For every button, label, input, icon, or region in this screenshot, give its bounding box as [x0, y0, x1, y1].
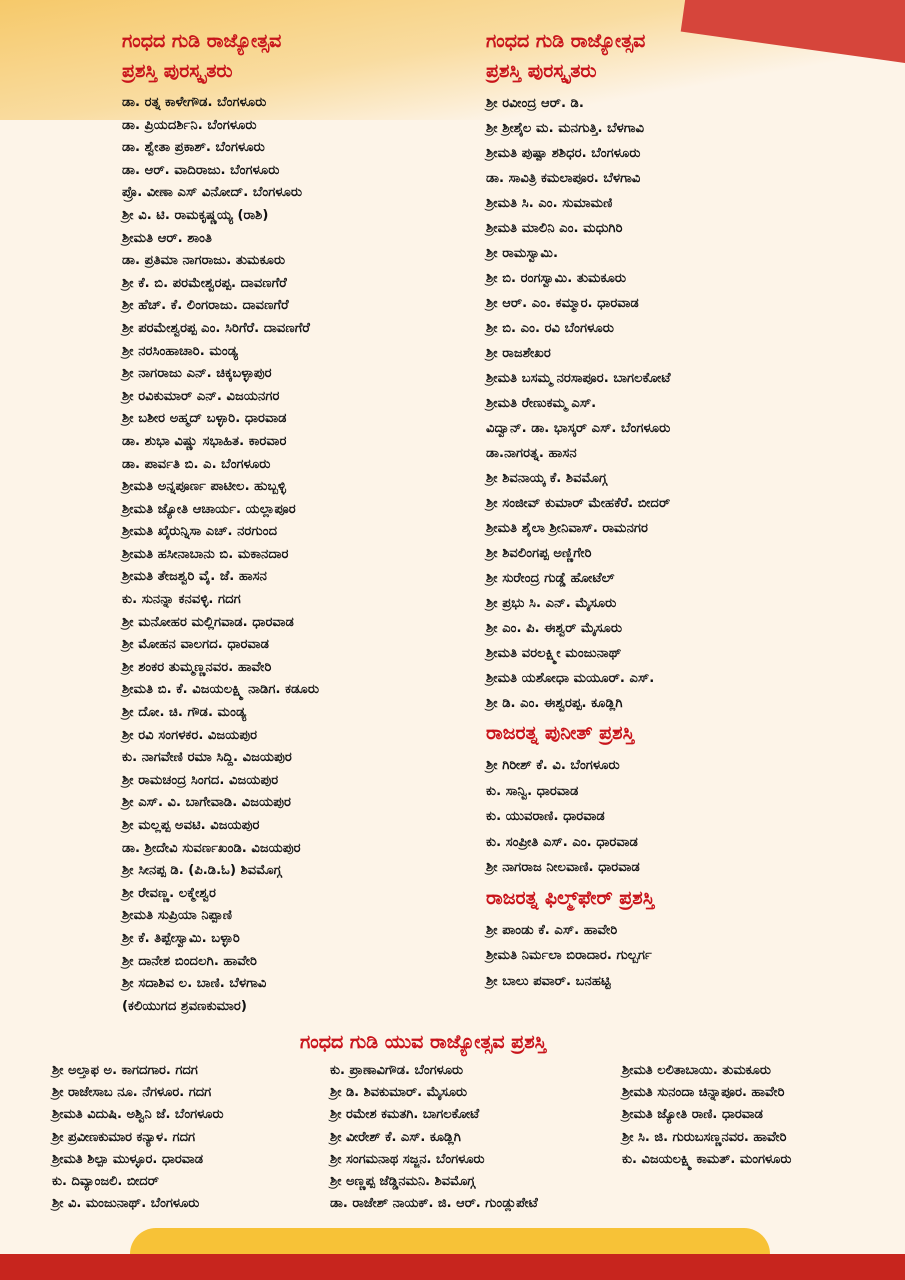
list-item: ಶ್ರೀ ಮೋಹನ ವಾಲಗದ. ಧಾರವಾಡ [122, 637, 270, 653]
list-item: ಶ್ರೀ ಸೀನಪ್ಪ ಡಿ. (ಪಿ.ಡಿ.ಓ) ಶಿವಮೊಗ್ಗ [122, 863, 282, 879]
list-item: ಶ್ರೀ ಸುರೇಂದ್ರ ಗುಡ್ಡೆ ಹೋಟೆಲ್ [486, 571, 615, 586]
youth-award-heading: ಗಂಧದ ಗುಡಿ ಯುವ ರಾಜ್ಯೋತ್ಸವ ಪ್ರಶಸ್ತಿ [300, 1031, 547, 1053]
list-item: ಶ್ರೀ ವೀರೇಶ್ ಕೆ. ಎಸ್. ಕೂಡ್ಲಿಗಿ [330, 1129, 461, 1145]
list-item: ಶ್ರೀ ದಾನೇಶ ಬಿಂದಲಗಿ. ಹಾವೇರಿ [122, 953, 257, 969]
list-item: ಶ್ರೀ ರವೀಂದ್ರ ಆರ್. ಡಿ. [486, 96, 584, 111]
list-item: ಶ್ರೀ ರಾಮಚಂದ್ರ ಸಿಂಗದ. ವಿಜಯಪುರ [122, 772, 279, 788]
list-item: ಶ್ರೀ ಮನೋಹರ ಮಲ್ಲಿಗವಾಡ. ಧಾರವಾಡ [122, 614, 294, 630]
list-item: (ಕಲಿಯುಗದ ಶ್ರವಣಕುಮಾರ) [122, 998, 247, 1014]
list-item: ಡಾ. ಶುಭಾ ವಿಷ್ಣು ಸಭಾಹಿತ. ಕಾರವಾರ [122, 433, 287, 449]
list-item: ಶ್ರೀಮತಿ ಬಿ. ಕೆ. ವಿಜಯಲಕ್ಷ್ಮಿ ನಾಡಿಗ. ಕಡೂರು [122, 682, 320, 698]
left-heading-line1: ಗಂಧದ ಗುಡಿ ರಾಜ್ಯೋತ್ಸವ [122, 30, 282, 52]
right-names-list [486, 91, 816, 716]
list-item: ಡಾ. ಪ್ರಿಯದರ್ಶಿನಿ. ಬೆಂಗಳೂರು [122, 117, 257, 133]
list-item: ಶ್ರೀಮತಿ ತೇಜಶ್ವರಿ ವೈ. ಜೆ. ಹಾಸನ [122, 569, 267, 585]
list-item: ಡಾ. ಶ್ರೀದೇವಿ ಸುವರ್ಣಖಂಡಿ. ವಿಜಯಪುರ [122, 840, 301, 856]
list-item: ವಿದ್ವಾನ್. ಡಾ. ಭಾಸ್ಕರ್ ಎಸ್. ಬೆಂಗಳೂರು [486, 421, 671, 436]
list-item: ಶ್ರೀಮತಿ ವರಲಕ್ಷ್ಮೀ ಮಂಜುನಾಥ್ [486, 646, 622, 661]
list-item: ಶ್ರೀಮತಿ ವಿದುಷಿ. ಅಶ್ವಿನಿ ಜೆ. ಬೆಂಗಳೂರು [52, 1107, 224, 1123]
list-item: ಶ್ರೀ ರವಿ ಸಂಗಳಕರ. ವಿಜಯಪುರ [122, 727, 258, 743]
list-item: ಶ್ರೀಮತಿ ಶೈಲಾ ಶ್ರೀನಿವಾಸ್. ರಾಮನಗರ [486, 521, 649, 536]
list-item: ಶ್ರೀಮತಿ ರೇಣುಕಮ್ಮ ಎಸ್. [486, 396, 597, 411]
list-item: ಶ್ರೀ ಬಾಲು ಪವಾರ್. ಬನಹಟ್ಟಿ [486, 973, 611, 989]
list-item: ಶ್ರೀಮತಿ ಶಿಲ್ಪಾ ಮುಳ್ಳೂರ. ಧಾರವಾಡ [52, 1151, 203, 1167]
list-item: ಶ್ರೀಮತಿ ಮಾಲಿನಿ ಎಂ. ಮಧುಗಿರಿ [486, 221, 623, 236]
list-item: ಶ್ರೀಮತಿ ಅನ್ನಪೂರ್ಣ ಪಾಟೀಲ. ಹುಬ್ಬಳ್ಳಿ [122, 479, 286, 495]
list-item: ಶ್ರೀ ಶಿವಲಿಂಗಪ್ಪ ಅಣ್ಣಿಗೇರಿ [486, 546, 592, 561]
list-item: ಶ್ರೀ ಅಣ್ಣಪ್ಪ ಜೆಡ್ಡಿನಮನಿ. ಶಿವಮೊಗ್ಗ [330, 1174, 476, 1190]
left-heading-line2: ಪ್ರಶಸ್ತಿ ಪುರಸ್ಕೃತರು [122, 60, 233, 82]
left-names-list [122, 92, 452, 1018]
bottom-red-band [0, 1254, 905, 1280]
list-item: ಶ್ರೀ ವಿ. ಮಂಜುನಾಥ್. ಬೆಂಗಳೂರು [52, 1196, 200, 1212]
list-item: ಕು. ಸುನನ್ನಾ ಕನವಳ್ಳಿ. ಗದಗ [122, 592, 241, 608]
list-item: ಡಾ. ಶ್ವೇತಾ ಪ್ರಕಾಶ್. ಬೆಂಗಳೂರು [122, 140, 265, 156]
filmfare-names-list [486, 918, 816, 995]
list-item: ಶ್ರೀ ಕೆ. ಬಿ. ಪರಮೇಶ್ವರಪ್ಪ. ದಾವಣಗೆರೆ [122, 275, 287, 291]
list-item: ಶ್ರೀ ಶ್ರೀಶೈಲ ಮ. ಮನಗುತ್ತಿ. ಬೆಳಗಾವಿ [486, 121, 645, 136]
list-item: ಶ್ರೀ ಶಂಕರ ತುಮ್ಮಣ್ಣನವರ. ಹಾವೇರಿ [122, 659, 272, 675]
list-item: ಶ್ರೀ ನಾಗರಾಜು ಎನ್. ಚಿಕ್ಕಬಳ್ಳಾಪುರ [122, 366, 272, 382]
list-item: ಶ್ರೀ ಪ್ರಭು ಸಿ. ಎನ್. ಮೈಸೂರು [486, 596, 617, 611]
list-item: ಕು. ಸಾನ್ವಿ. ಧಾರವಾಡ [486, 783, 579, 799]
list-item: ಶ್ರೀ ಸಂಜೀವ್ ಕುಮಾರ್ ಮೇಹಕೆರೆ. ಬೀದರ್ [486, 496, 671, 511]
list-item: ಶ್ರೀ ಅಲ್ತಾಫ ಅ. ಕಾಗದಗಾರ. ಗದಗ [52, 1063, 198, 1078]
list-item: ಶ್ರೀ ರೇವಣ್ಣ. ಲಕ್ಮೇಶ್ವರ [122, 885, 216, 901]
puneeth-award-heading: ರಾಜರತ್ನ ಪುನೀತ್ ಪ್ರಶಸ್ತಿ [486, 722, 635, 744]
list-item: ಶ್ರೀ ಸದಾಶಿವ ಲ. ಬಾಣಿ. ಬೆಳಗಾವಿ [122, 976, 267, 992]
list-item: ಶ್ರೀಮತಿ ಪುಷ್ಪಾ ಶಶಿಧರ. ಬೆಂಗಳೂರು [486, 146, 641, 161]
list-item: ಶ್ರೀ ಪಾಂಡು ಕೆ. ಎಸ್. ಹಾವೇರಿ [486, 922, 618, 938]
list-item: ಶ್ರೀಮತಿ ಖೈರುನ್ನಿಸಾ ಎಚ್. ನರಗುಂದ [122, 524, 278, 540]
list-item: ಶ್ರೀಮತಿ ಜ್ಯೋತಿ ರಾಣಿ. ಧಾರವಾಡ [622, 1107, 763, 1123]
list-item: ಶ್ರೀ ಎಂ. ಪಿ. ಈಶ್ವರ್ ಮೈಸೂರು [486, 621, 623, 636]
right-heading-line2: ಪ್ರಶಸ್ತಿ ಪುರಸ್ಕೃತರು [486, 60, 597, 82]
list-item: ಶ್ರೀ ಶಿವನಾಯ್ಕ ಕೆ. ಶಿವಮೊಗ್ಗ [486, 471, 607, 486]
list-item: ಶ್ರೀ ಕೆ. ತಿಪ್ಪೇಸ್ವಾಮಿ. ಬಳ್ಳಾರಿ [122, 930, 240, 946]
right-heading-line1: ಗಂಧದ ಗುಡಿ ರಾಜ್ಯೋತ್ಸವ [486, 30, 646, 52]
puneeth-names-list [486, 753, 816, 881]
list-item: ಶ್ರೀ ಡಿ. ಎಂ. ಈಶ್ವರಪ್ಪ. ಕೂಡ್ಲಿಗಿ [486, 696, 623, 711]
filmfare-award-heading: ರಾಜರತ್ನ ಫಿಲ್ಮ್‌ಫೇರ್ ಪ್ರಶಸ್ತಿ [486, 886, 655, 909]
youth-names-list-1 [52, 1060, 224, 1215]
right-awardees-column [486, 26, 816, 994]
list-item: ಶ್ರೀ ನರಸಿಂಹಾಚಾರಿ. ಮಂಡ್ಯ [122, 343, 238, 359]
list-item: ಶ್ರೀ ಬಿ. ಎಂ. ರವಿ ಬೆಂಗಳೂರು [486, 321, 614, 336]
list-item: ಶ್ರೀ ರಾಜೇಸಾಬ ನೂ. ನೆಗಳೂರ. ಗದಗ [52, 1085, 212, 1101]
youth-names-list-2 [330, 1060, 538, 1215]
left-awardees-column [122, 26, 452, 1018]
list-item: ಶ್ರೀ ಗಿರೀಶ್ ಕೆ. ವಿ. ಬೆಂಗಳೂರು [486, 758, 620, 773]
list-item: ಶ್ರೀಮತಿ ಸುನಂದಾ ಚಿನ್ನಾಪೂರ. ಹಾವೇರಿ [622, 1085, 785, 1101]
youth-names-list-3 [622, 1060, 791, 1171]
list-item: ಶ್ರೀಮತಿ ಸಿ. ಎಂ. ಸುಮಾಮಣಿ [486, 196, 613, 211]
list-item: ಶ್ರೀ ಹೆಚ್. ಕೆ. ಲಿಂಗರಾಜು. ದಾವಣಗೆರೆ [122, 298, 289, 314]
list-item: ಶ್ರೀ ಬಿ. ರಂಗಸ್ವಾಮಿ. ತುಮಕೂರು [486, 271, 627, 286]
list-item: ಶ್ರೀ ಪ್ರವೀಣಕುಮಾರ ಕನ್ಯಾಳ. ಗದಗ [52, 1129, 196, 1145]
list-item: ಡಾ. ರತ್ನ ಕಾಳೇಗೌಡ. ಬೆಂಗಳೂರು [122, 95, 267, 110]
list-item: ಶ್ರೀ ಸಂಗಮನಾಥ ಸಜ್ಜನ. ಬೆಂಗಳೂರು [330, 1151, 485, 1167]
list-item: ಡಾ. ಸಾವಿತ್ರಿ ಕಮಲಾಪೂರ. ಬೆಳಗಾವಿ [486, 171, 641, 186]
list-item: ಶ್ರೀಮತಿ ಜ್ಯೋತಿ ಆಚಾರ್ಯ. ಯಲ್ಲಾಪೂರ [122, 501, 296, 517]
list-item: ಶ್ರೀಮತಿ ಆರ್. ಶಾಂತಿ [122, 230, 212, 246]
list-item: ಶ್ರೀ ರಾಮಸ್ವಾಮಿ. [486, 246, 559, 261]
youth-column-3 [622, 1060, 791, 1171]
list-item: ಶ್ರೀಮತಿ ಹಸೀನಾಬಾನು ಬಿ. ಮಕಾನದಾರ [122, 546, 289, 562]
list-item: ಶ್ರೀ ಪರಮೇಶ್ವರಪ್ಪ ಎಂ. ಸಿರಿಗೆರೆ. ದಾವಣಗೆರೆ [122, 320, 310, 336]
list-item: ಶ್ರೀ ದೋ. ಚಿ. ಗೌಡ. ಮಂಡ್ಯ [122, 705, 247, 721]
list-item: ಕು. ದಿವ್ಯಾಂಜಲಿ. ಬೀದರ್ [52, 1174, 159, 1190]
list-item: ಶ್ರೀಮತಿ ನಿರ್ಮಲಾ ಬಿರಾದಾರ. ಗುಲ್ಬರ್ಗ [486, 948, 652, 963]
list-item: ಡಾ.ನಾಗರತ್ನ. ಹಾಸನ [486, 446, 577, 461]
list-item: ಕು. ಯುವರಾಣಿ. ಧಾರವಾಡ [486, 809, 605, 824]
list-item: ಶ್ರೀಮತಿ ಲಲಿತಾಬಾಯಿ. ತುಮಕೂರು [622, 1063, 771, 1078]
list-item: ಶ್ರೀ ಸಿ. ಜಿ. ಗುರುಬಸಣ್ಣನವರ. ಹಾವೇರಿ [622, 1129, 787, 1145]
list-item: ಶ್ರೀಮತಿ ಯಶೋಧಾ ಮಯೂರ್. ಎಸ್. [486, 671, 655, 686]
list-item: ಶ್ರೀ ವಿ. ಟಿ. ರಾಮಕೃಷ್ಣಯ್ಯ (ರಾಶಿ) [122, 207, 269, 223]
list-item: ಡಾ. ಪ್ರತಿಮಾ ನಾಗರಾಜು. ತುಮಕೂರು [122, 253, 286, 269]
list-item: ಶ್ರೀಮತಿ ಸುಪ್ರಿಯಾ ನಿಪ್ಪಾಣಿ [122, 908, 233, 924]
list-item: ಕು. ಪ್ರಾಣಾವಿಗೌಡ. ಬೆಂಗಳೂರು [330, 1063, 464, 1078]
list-item: ಶ್ರೀಮತಿ ಬಸಮ್ಮ ನರಸಾಪೂರ. ಬಾಗಲಕೋಟೆ [486, 371, 671, 386]
list-item: ಶ್ರೀ ಮಲ್ಲಪ್ಪ ಅವಟಿ. ವಿಜಯಪುರ [122, 818, 260, 833]
list-item: ಶ್ರೀ ಡಿ. ಶಿವಕುಮಾರ್. ಮೈಸೂರು [330, 1085, 468, 1101]
youth-column-1 [52, 1060, 224, 1215]
list-item: ಶ್ರೀ ಬಶೀರ ಅಹ್ಮದ್ ಬಳ್ಳಾರಿ. ಧಾರವಾಡ [122, 411, 287, 427]
list-item: ಡಾ. ಆರ್. ವಾದಿರಾಜು. ಬೆಂಗಳೂರು [122, 162, 280, 178]
list-item: ಕು. ವಿಜಯಲಕ್ಷ್ಮಿ ಕಾಮತ್. ಮಂಗಳೂರು [622, 1151, 792, 1167]
list-item: ಶ್ರೀ ಆರ್. ಎಂ. ಕಮ್ಮಾರ. ಧಾರವಾಡ [486, 296, 639, 311]
list-item: ಶ್ರೀ ರಾಜಶೇಖರ [486, 346, 551, 361]
list-item: ಪ್ರೊ. ವೀಣಾ ಎಸ್ ವಿನೋದ್. ಬೆಂಗಳೂರು [122, 185, 303, 201]
list-item: ಕು. ನಾಗವೇಣಿ ರಮಾ ಸಿದ್ದಿ. ವಿಜಯಪುರ [122, 750, 292, 766]
list-item: ಶ್ರೀ ನಾಗರಾಜ ನೀಲವಾಣಿ. ಧಾರವಾಡ [486, 860, 640, 875]
list-item: ಶ್ರೀ ರವಿಕುಮಾರ್ ಎನ್. ವಿಜಯನಗರ [122, 388, 280, 404]
list-item: ಡಾ. ಪಾರ್ವತಿ ಬಿ. ಎ. ಬೆಂಗಳೂರು [122, 456, 271, 472]
list-item: ಶ್ರೀ ರಮೇಶ ಕಮತಗಿ. ಬಾಗಲಕೋಟೆ [330, 1107, 480, 1123]
list-item: ಕು. ಸಂಪ್ರೀತಿ ಎಸ್. ಎಂ. ಧಾರವಾಡ [486, 834, 638, 850]
list-item: ಡಾ. ರಾಜೇಶ್ ನಾಯಕ್. ಜಿ. ಆರ್. ಗುಂಡ್ಲುಪೇಟೆ [330, 1196, 538, 1212]
youth-column-2 [330, 1060, 538, 1215]
list-item: ಶ್ರೀ ಎಸ್. ವಿ. ಬಾಗೇವಾಡಿ. ವಿಜಯಪುರ [122, 795, 291, 811]
